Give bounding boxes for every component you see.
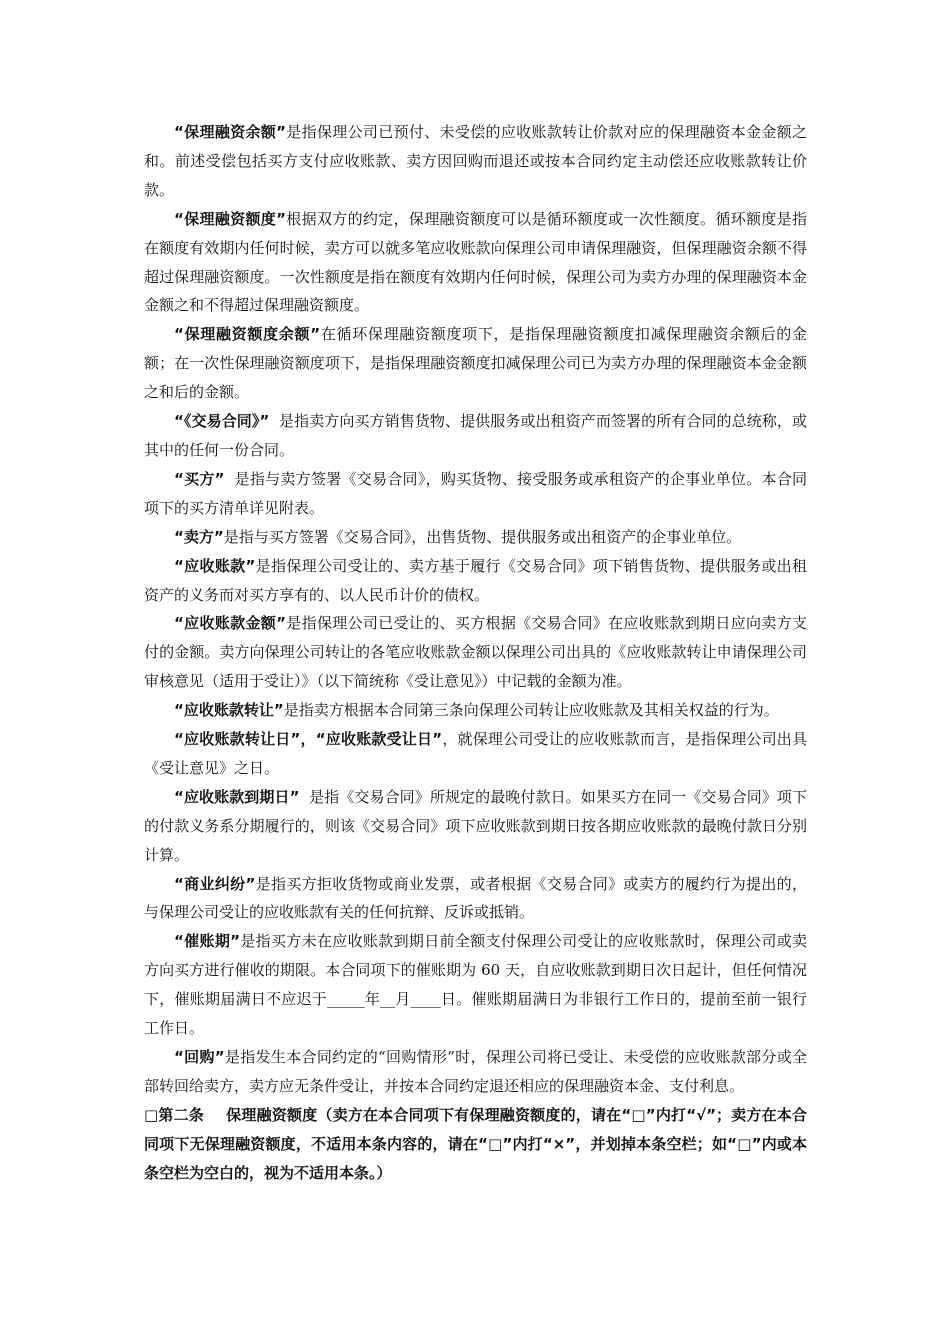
definition-paragraph: [144, 118, 807, 205]
definition-paragraph: [144, 1043, 807, 1101]
definition-term: “应收账款转让日”，“应收账款受让日”: [174, 730, 443, 749]
definition-paragraph: [144, 725, 807, 783]
definition-text: 在循环保理融资额度项下，是指保理融资额度扣减保理融资余额后的金额；在一次性保理融资额度项下，是指保理融资额度扣减保理公司已为卖方办理的保理融资本金金额之和后的金额。: [144, 325, 807, 402]
definition-text: 根据双方的约定，保理融资额度可以是循环额度或一次性额度。循环额度是指在额度有效期内任何时候，卖方可以就多笔应收账款向保理公司申请保理融资，但保理融资余额不得超过保理融资额度。一次性额度是指在额度有效期内任何时候，保理公司为卖方办理的保理融资本金金额之和不得超过保理融资额度。: [144, 209, 807, 315]
definition-term: “商业纠纷”: [174, 874, 256, 893]
clause-heading: [144, 1101, 807, 1188]
definition-text: 是指买方拒收货物或商业发票，或者根据《交易合同》或卖方的履约行为提出的，与保理公司受让的应收账款有关的任何抗辩、反诉或抵销。: [144, 874, 807, 922]
definition-paragraph: [144, 465, 807, 523]
definition-text: 是指保理公司已受让的、买方根据《交易合同》在应收账款到期日应向卖方支付的金额。卖方向保理公司转让的各笔应收账款金额以保理公司出具的《应收账款转让申请保理公司审核意见（适用于受让）》（以下简统称《受让意见》）中记载的金额为准。: [144, 614, 807, 691]
definition-paragraph: [144, 870, 807, 928]
definition-term: “应收账款转让”: [174, 701, 284, 720]
definition-text: 是指卖方根据本合同第三条向保理公司转让应收账款及其相关权益的行为。: [283, 701, 779, 720]
definition-text: 是指保理公司已预付、未受偿的应收账款转让价款对应的保理融资本金金额之和。前述受偿包括买方支付应收账款、卖方因回购而退还或按本合同约定主动偿还应收账款转让价款。: [144, 123, 807, 199]
definition-term: “保理融资额度余额”: [174, 325, 321, 344]
definition-text: 是指买方未在应收账款到期日前全额支付保理公司受让的应收账款时，保理公司或卖方向买方进行催收的期限。本合同项下的催账期为 60 天，自应收账款到期日次日起计，但任何情况下，催账期届满日不应迟于_____年__月____日。催账期届满日为非银行工作日的，提前至前一银行工作日。: [144, 932, 807, 1038]
clause-title: 保理融资额度: [225, 1105, 318, 1124]
definition-paragraph: [144, 523, 807, 552]
definition-term: “保理融资额度”: [174, 209, 286, 228]
definition-term: “应收账款到期日”: [174, 787, 300, 806]
definition-text: 是指与卖方签署《交易合同》，购买货物、接受服务或承租资产的企事业单位。本合同项下的买方清单详见附表。: [144, 469, 808, 517]
definition-term: “卖方”: [174, 527, 224, 546]
definition-term: “应收账款金额”: [174, 614, 286, 633]
checkbox-icon[interactable]: □: [144, 1105, 159, 1124]
definition-text: 是指卖方向买方销售货物、提供服务或出租资产而签署的所有合同的总统称，或其中的任何一份合同。: [144, 412, 807, 459]
definition-text: ，就保理公司受让的应收账款而言，是指保理公司出具《受让意见》之日。: [144, 730, 807, 777]
clause-number: 第二条: [158, 1105, 204, 1124]
definition-paragraph: [144, 205, 807, 321]
definition-term: “回购”: [174, 1048, 225, 1066]
clause-note: （卖方在本合同项下有保理融资额度的，请在“□”内打“√”；卖方在本合同项下无保理融资额度，不适用本条内容的，请在“□”内打“×”，并划掉本条空栏；如“□”内或本条空栏为空白的，视为不适用本条。）: [144, 1105, 807, 1182]
definition-term: “催账期”: [174, 932, 241, 951]
definition-term: “保理融资余额”: [174, 123, 286, 141]
definition-text: 是指《交易合同》所规定的最晚付款日。如果买方在同一《交易合同》项下的付款义务系分期履行的，则该《交易合同》项下应收账款到期日按各期应收账款的最晚付款日分别计算。: [144, 787, 808, 864]
definition-paragraph: [144, 783, 807, 870]
definition-paragraph: [144, 696, 807, 725]
definition-term: “《交易合同》”: [174, 412, 270, 431]
definition-paragraph: [144, 927, 807, 1043]
definition-term: “买方”: [174, 469, 225, 488]
definition-paragraph: [144, 320, 807, 407]
definition-term: “应收账款”: [174, 556, 256, 575]
definition-text: 是指发生本合同约定的“回购情形”时，保理公司将已受让、未受偿的应收账款部分或全部转回给卖方，卖方应无条件受让，并按本合同约定退还相应的保理融资本金、支付利息。: [144, 1048, 808, 1095]
definition-paragraph: [144, 609, 807, 696]
definition-text: 是指保理公司受让的、卖方基于履行《交易合同》项下销售货物、提供服务或出租资产的义务而对买方享有的、以人民币计价的债权。: [144, 556, 807, 604]
definition-text: 是指与买方签署《交易合同》，出售货物、提供服务或出租资产的企事业单位。: [223, 527, 742, 546]
document-page: [144, 118, 807, 1188]
definition-paragraph: [144, 552, 807, 610]
definition-paragraph: [144, 407, 807, 465]
